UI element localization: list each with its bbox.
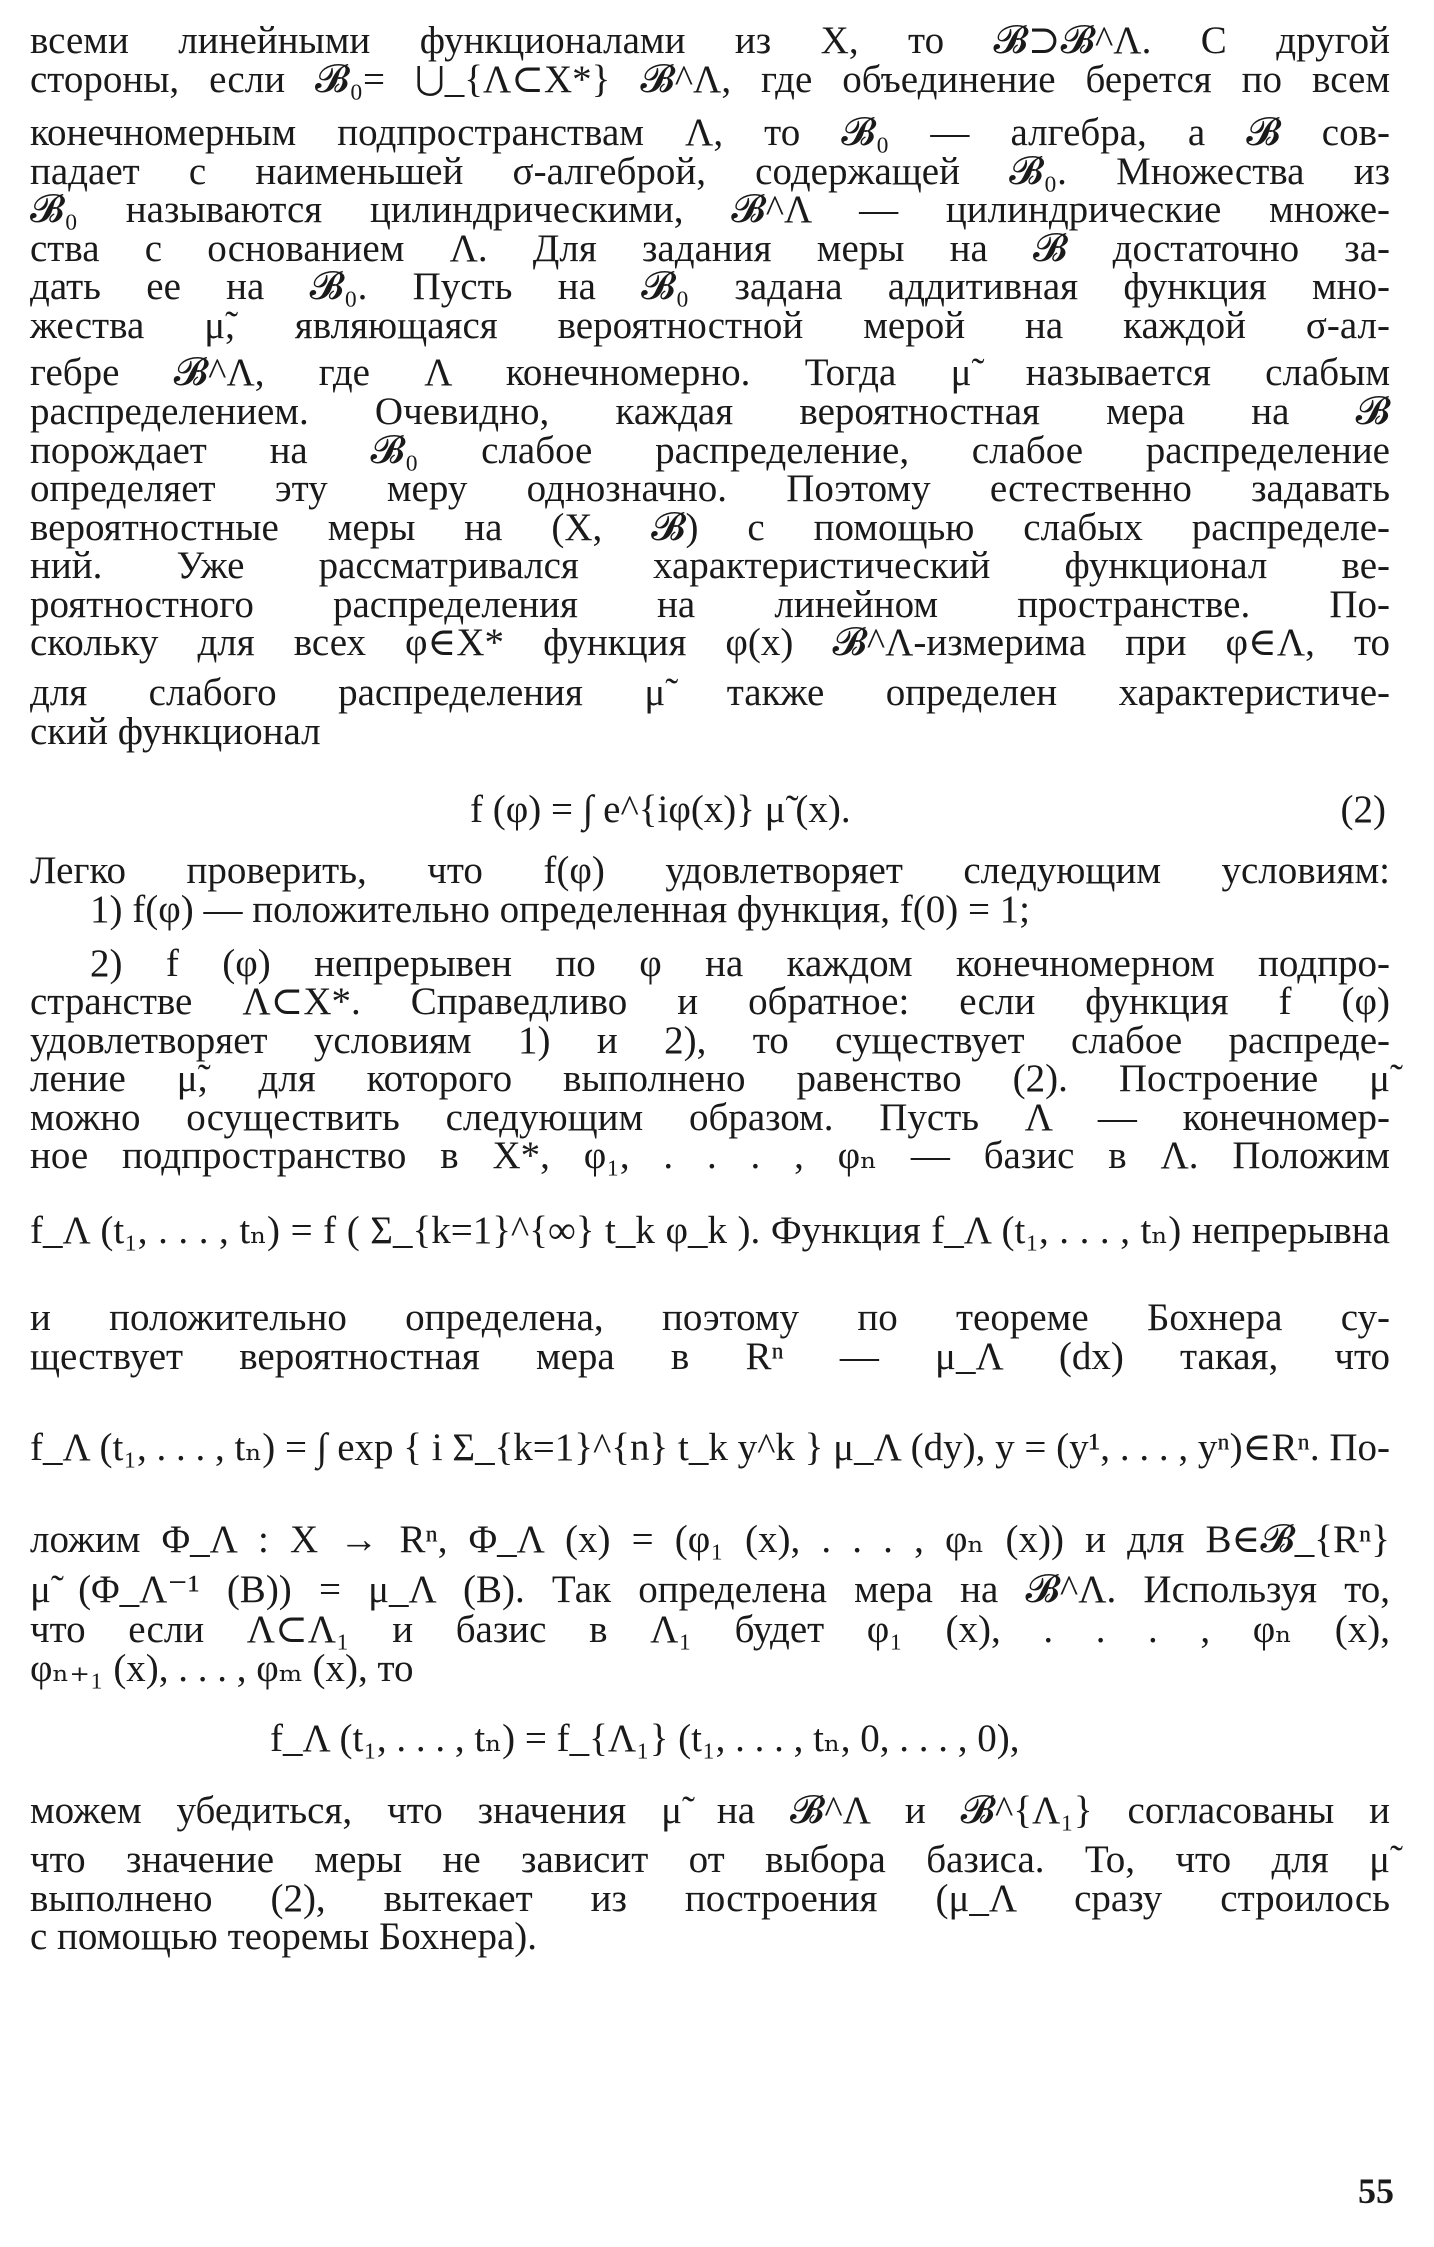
text-line: странстве Λ⊂X*. Справедливо и обратное: если функция f (φ) — [30, 980, 1390, 1023]
text-line: конечномерным подпространствам Λ, то 𝓑₀ — алгебра, а 𝓑 сов- — [30, 111, 1390, 154]
text-line: удовлетворяет условиям 1) и 2), то существует слабое распреде- — [30, 1019, 1390, 1062]
text-line: ление μ̃, для которого выполнено равенство (2). Построение μ̃ — [30, 1057, 1390, 1100]
formula-line-bochner: f_Λ (t₁, . . . , tₙ) = ∫ exp { i Σ_{k=1}^{n} t_k y^k } μ_Λ (dy), y = (y¹, . . . , yⁿ)∈Rⁿ. По- — [30, 1426, 1390, 1469]
text-line: ний. Уже рассматривался характеристический функционал ве- — [30, 544, 1390, 587]
text-line: распределением. Очевидно, каждая вероятностная мера на 𝓑 — [30, 390, 1390, 433]
condition-1: 1) f(φ) — положительно определенная функция, f(0) = 1; — [90, 888, 1031, 931]
equation-number: (2) — [1340, 788, 1386, 831]
text-line: жества μ̃, являющаяся вероятностной мерой на каждой σ-ал- — [30, 304, 1390, 347]
text-line: скольку для всех φ∈X* функция φ(x) 𝓑^Λ-измерима при φ∈Λ, то — [30, 621, 1390, 664]
text-line: определяет эту меру однозначно. Поэтому естественно задавать — [30, 467, 1390, 510]
text-line: порождает на 𝓑₀ слабое распределение, слабое распределение — [30, 429, 1390, 472]
text-line: 𝓑₀ называются цилиндрическими, 𝓑^Λ — цилиндрические множе- — [30, 188, 1390, 231]
text-line: с помощью теоремы Бохнера). — [30, 1915, 538, 1958]
text-line: μ̃ (Φ_Λ⁻¹ (B)) = μ_Λ (B). Так определена мера на 𝓑^Λ. Используя то, — [30, 1568, 1390, 1611]
formula-characteristic-functional: f (φ) = ∫ e^{iφ(x)} μ̃ (x). — [470, 788, 851, 831]
condition-2: 2) f (φ) непрерывен по φ на каждом конечномерном подпро- — [90, 942, 1390, 985]
text-line: выполнено (2), вытекает из построения (μ_Λ сразу строилось — [30, 1877, 1390, 1920]
text-line: что значение меры не зависит от выбора базиса. То, что для μ̃ — [30, 1838, 1390, 1881]
text-line: всеми линейными функционалами из X, то 𝓑⊃𝓑^Λ. С другой — [30, 19, 1390, 62]
text-line: дать ее на 𝓑₀. Пусть на 𝓑₀ задана аддитивная функция мно- — [30, 265, 1390, 308]
formula-consistency: f_Λ (t₁, . . . , tₙ) = f_{Λ₁} (t₁, . . . , tₙ, 0, . . . , 0), — [270, 1717, 1020, 1760]
text-line: ществует вероятностная мера в Rⁿ — μ_Λ (dx) такая, что — [30, 1335, 1390, 1378]
text-line: гебре 𝓑^Λ, где Λ конечномерно. Тогда μ̃ называется слабым — [30, 351, 1390, 394]
text-line: вероятностные меры на (X, 𝓑) с помощью слабых распределе- — [30, 506, 1390, 549]
text-line: ложим Φ_Λ : X → Rⁿ, Φ_Λ (x) = (φ₁ (x), . . . , φₙ (x)) и для B∈𝓑_{Rⁿ} — [30, 1518, 1390, 1561]
text-line: что если Λ⊂Λ₁ и базис в Λ₁ будет φ₁ (x), . . . , φₙ (x), — [30, 1608, 1390, 1651]
text-line: падает с наименьшей σ-алгеброй, содержащей 𝓑₀. Множества из — [30, 150, 1390, 193]
text-line: ное подпространство в X*, φ₁, . . . , φₙ — базис в Λ. Положим — [30, 1134, 1390, 1177]
text-line: и положительно определена, поэтому по теореме Бохнера су- — [30, 1296, 1390, 1339]
text-line: можем убедиться, что значения μ̃ на 𝓑^Λ и 𝓑^{Λ₁} согласованы и — [30, 1789, 1390, 1832]
text-line: ский функционал — [30, 710, 321, 753]
text-line: ства с основанием Λ. Для задания меры на 𝓑 достаточно за- — [30, 227, 1390, 270]
text-line: стороны, если 𝓑₀= ⋃_{Λ⊂X*} 𝓑^Λ, где объединение берется по всем — [30, 58, 1390, 101]
text-line: можно осуществить следующим образом. Пусть Λ — конечномер- — [30, 1096, 1390, 1139]
text-line: роятностного распределения на линейном пространстве. По- — [30, 583, 1390, 626]
formula-line-f-lambda: f_Λ (t₁, . . . , tₙ) = f ( Σ_{k=1}^{∞} t_k φ_k ). Функция f_Λ (t₁, . . . , tₙ) непрерывна — [30, 1209, 1390, 1252]
text-line: Легко проверить, что f(φ) удовлетворяет следующим условиям: — [30, 849, 1390, 892]
text-line: φₙ₊₁ (x), . . . , φₘ (x), то — [30, 1647, 414, 1690]
page-number: 55 — [1358, 2171, 1394, 2211]
text-line: для слабого распределения μ̃ также определен характеристиче- — [30, 671, 1390, 714]
